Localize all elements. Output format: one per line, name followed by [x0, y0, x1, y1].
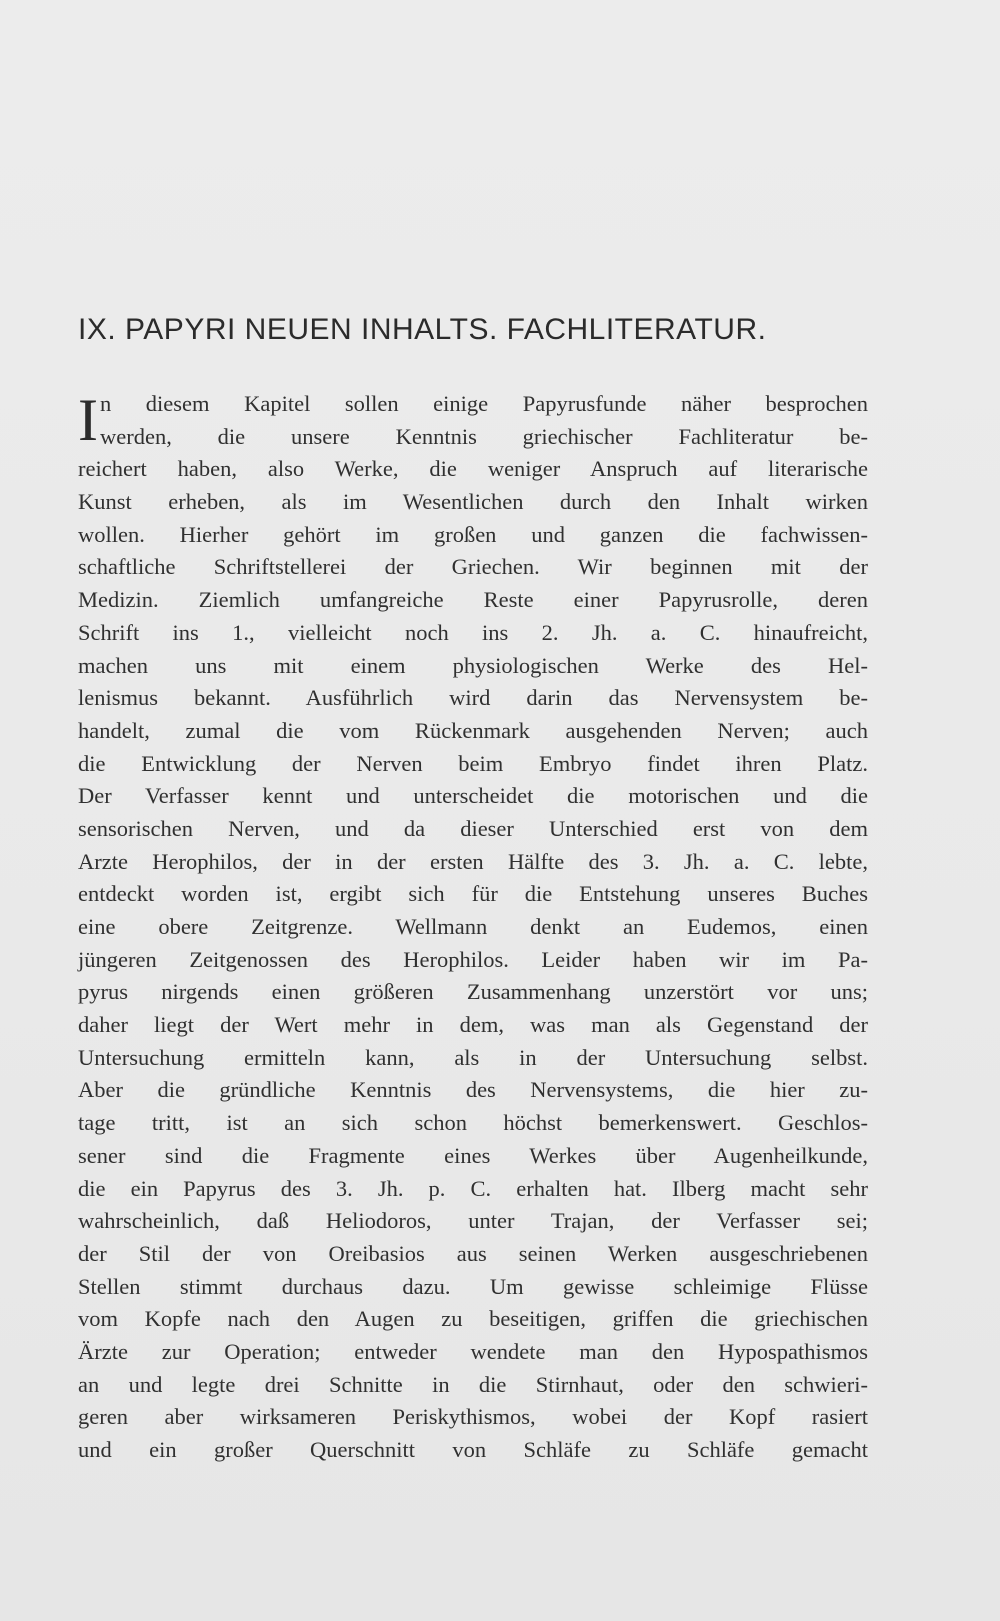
text-line: Arzte Herophilos, der in der ersten Hälfte des 3. Jh. a. C. lebte,	[78, 848, 868, 874]
text-line: Aber die gründliche Kenntnis des Nervensystems, die hier zu-	[78, 1077, 868, 1103]
text-line: die ein Papyrus des 3. Jh. p. C. erhalten hat. Ilberg macht sehr	[78, 1175, 868, 1201]
text-line: lenismus bekannt. Ausführlich wird darin das Nervensystem be-	[78, 685, 868, 711]
text-line: Medizin. Ziemlich umfangreiche Reste einer Papyrusrolle, deren	[78, 587, 868, 613]
chapter-body	[78, 388, 868, 1467]
text-line: reichert haben, also Werke, die weniger Anspruch auf literarische	[78, 456, 868, 482]
text-line: der Stil der von Oreibasios aus seinen Werken ausgeschriebenen	[78, 1240, 868, 1266]
text-line: die Entwicklung der Nerven beim Embryo findet ihren Platz.	[78, 750, 868, 776]
text-line: jüngeren Zeitgenossen des Herophilos. Leider haben wir im Pa-	[78, 946, 868, 972]
text-line: Ärzte zur Operation; entweder wendete man den Hypospathismos	[78, 1338, 868, 1364]
text-line: geren aber wirksameren Periskythismos, wobei der Kopf rasiert	[78, 1404, 868, 1430]
text-line: Untersuchung ermitteln kann, als in der Untersuchung selbst.	[78, 1044, 868, 1070]
text-line: machen uns mit einem physiologischen Werke des Hel-	[78, 652, 868, 678]
text-line	[78, 421, 868, 454]
text-line: Stellen stimmt durchaus dazu. Um gewisse schleimige Flüsse	[78, 1273, 868, 1299]
text-line: handelt, zumal die vom Rückenmark ausgehenden Nerven; auch	[78, 717, 868, 743]
text-line: vom Kopfe nach den Augen zu beseitigen, griffen die griechischen	[78, 1306, 868, 1332]
text-line: und ein großer Querschnitt von Schläfe zu Schläfe gemacht	[78, 1437, 868, 1462]
text-line: sensorischen Nerven, und da dieser Unterschied erst von dem	[78, 815, 868, 841]
text-line: eine obere Zeitgrenze. Wellmann denkt an Eudemos, einen	[78, 914, 868, 939]
text-line: pyrus nirgends einen größeren Zusammenhang unzerstört vor uns;	[78, 979, 868, 1005]
chapter-heading: IX. PAPYRI NEUEN INHALTS. FACHLITERATUR.	[78, 313, 767, 346]
text-line-content: werden, die unsere Kenntnis griechischer Fachliteratur be-	[100, 423, 868, 449]
text-line-content: n diesem Kapitel sollen einige Papyrusfunde näher besprochen	[100, 391, 868, 416]
drop-cap: I	[78, 387, 98, 453]
text-line: Schrift ins 1., vielleicht noch ins 2. Jh. a. C. hinaufreicht,	[78, 619, 868, 645]
text-line: daher liegt der Wert mehr in dem, was man als Gegenstand der	[78, 1012, 868, 1038]
text-line: wahrscheinlich, daß Heliodoros, unter Trajan, der Verfasser sei;	[78, 1208, 868, 1234]
text-line: Kunst erheben, als im Wesentlichen durch den Inhalt wirken	[78, 489, 868, 515]
text-line: Der Verfasser kennt und unterscheidet die motorischen und die	[78, 783, 868, 809]
text-line: entdeckt worden ist, ergibt sich für die Entstehung unseres Buches	[78, 881, 868, 907]
text-line: an und legte drei Schnitte in die Stirnhaut, oder den schwieri-	[78, 1371, 868, 1397]
text-line: schaftliche Schriftstellerei der Griechen. Wir beginnen mit der	[78, 554, 868, 580]
text-line: tage tritt, ist an sich schon höchst bemerkenswert. Geschlos-	[78, 1110, 868, 1136]
text-line: wollen. Hierher gehört im großen und ganzen die fachwissen-	[78, 521, 868, 547]
text-line: sener sind die Fragmente eines Werkes über Augenheilkunde,	[78, 1142, 868, 1168]
